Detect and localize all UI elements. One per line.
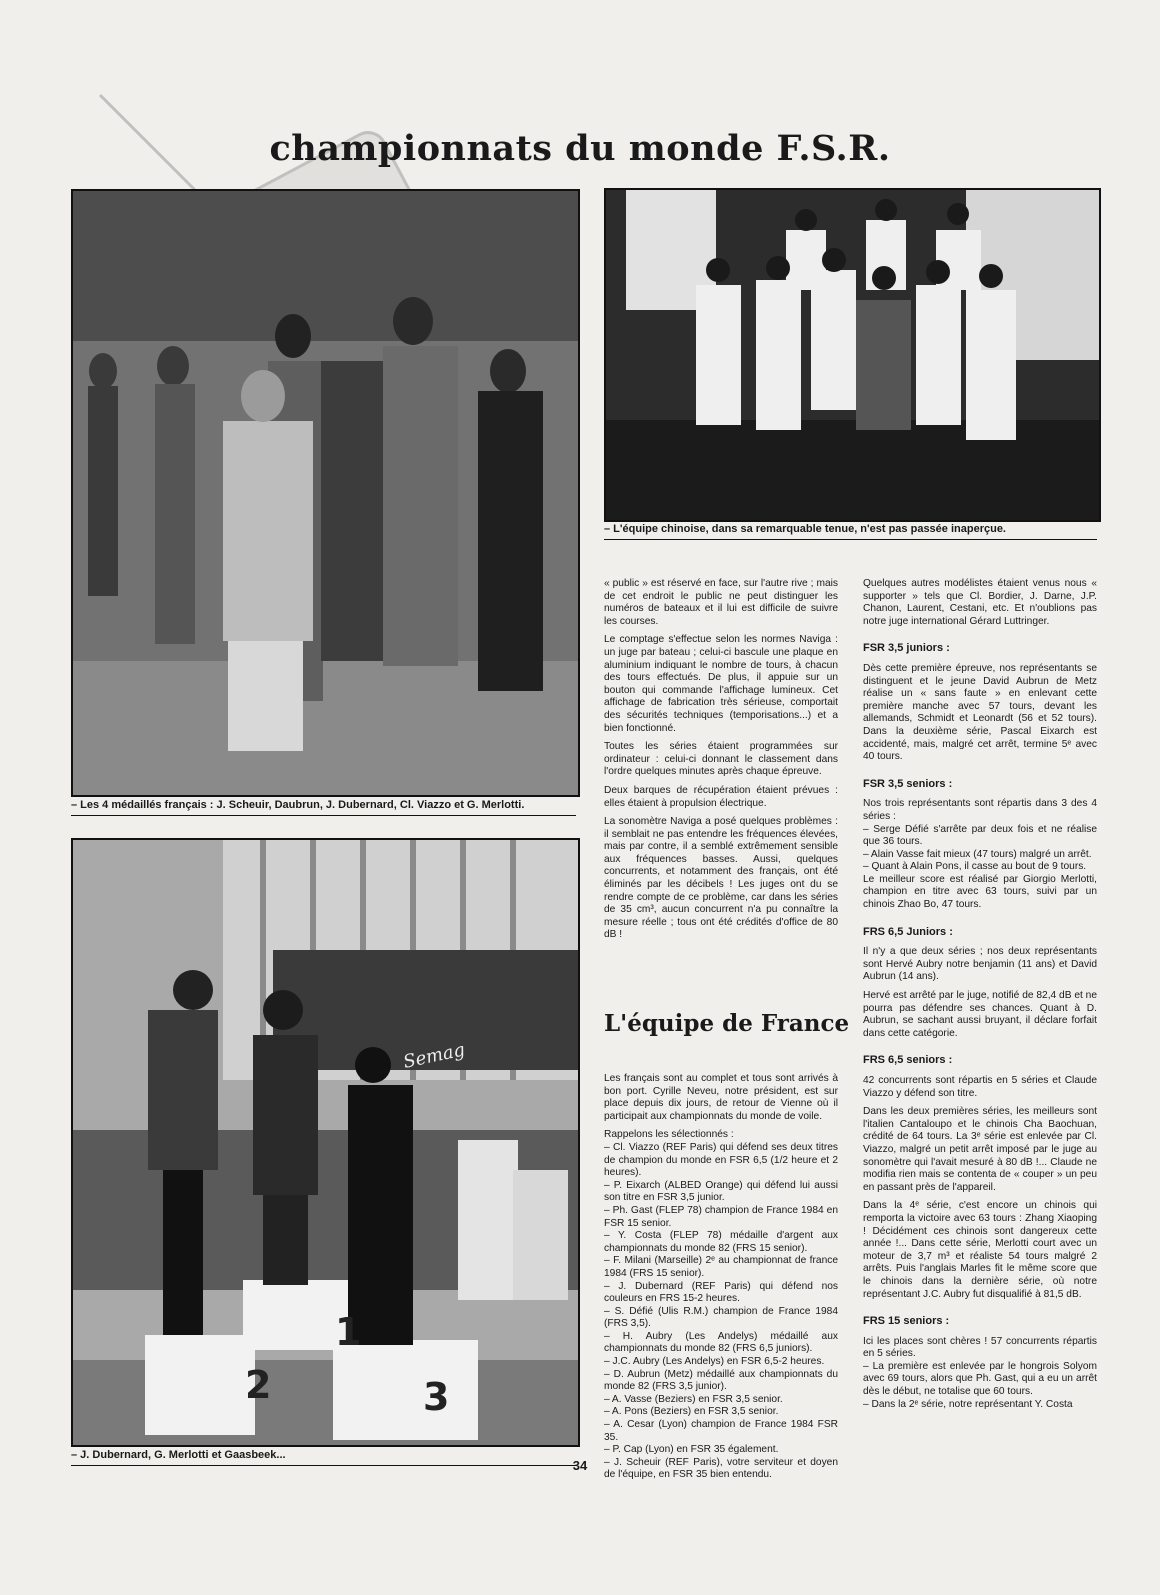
photo-podium (71, 838, 580, 1447)
list-item: – P. Cap (Lyon) en FSR 35 également. (604, 1444, 779, 1456)
section-title: L'équipe de France (604, 1010, 850, 1037)
list-item: – D. Aubrun (Metz) médaillé aux championnats du monde 82 (FRS 3,5 junior). (604, 1368, 838, 1393)
column-middle (604, 578, 838, 948)
paragraph: Le comptage s'effectue selon les normes Naviga : un juge par bateau ; celui-ci bascule une plaque en aluminium indiquant le nombre de tours, à chacun des tours effectués. De plus, il appuie sur un bouton qui commande l'affichage lumineux. Cet affichage de fabrication très sérieuse, comportait des sécurités techniques (temporisations...) et a bien fonctionné. (604, 634, 838, 734)
photo-medalists (71, 189, 580, 797)
store-sign: Semag (401, 1039, 467, 1073)
list-item: – S. Défié (Ulis R.M.) champion de France 1984 (FRS 3,5). (604, 1305, 838, 1330)
list-item: – Serge Défié s'arrête par deux fois et ne réalise que 36 tours. (863, 823, 1097, 848)
photo-chinese-team (604, 188, 1101, 522)
paragraph: 42 concurrents sont répartis en 5 séries et Claude Viazzo y défend son titre. (863, 1075, 1097, 1099)
paragraph: Dans la 4ᵉ série, c'est encore un chinois qui remporta la victoire avec 63 tours : Zhang Xiaoping ! Décidément ces chinois sont dangereux cette année !... Dans cette série, Merlotti court avec un moteur de 3,7 m³ et réaliste 54 tours malgré 2 arrêts. Puis l'anglais Marles fit le même score que le chinois dans la dernière série, où notre représentant J.C. Aubry fut disqualifié à 81,5 dB. (863, 1200, 1097, 1300)
list-item: – A. Cesar (Lyon) champion de France 1984 FSR 35. (604, 1419, 838, 1443)
list-item: – Alain Vasse fait mieux (47 tours) malgré un arrêt. (863, 848, 1092, 860)
heading-frs65-seniors: FRS 6,5 seniors : (863, 1054, 953, 1067)
paragraph: Hervé est arrêté par le juge, notifié de 82,4 dB et ne pourra pas défendre ses chances. Quant à D. Aubrun, se sachant aussi bruyant, il déclare forfait dans cette catégorie. (863, 990, 1097, 1039)
paragraph: Toutes les séries étaient programmées sur ordinateur : celui-ci donnant le classement dans l'ordre quelques minutes après chaque épreuve. (604, 741, 838, 778)
list-item: – Ph. Gast (FLEP 78) champion de France 1984 en FSR 15 senior. (604, 1204, 838, 1229)
column-right (863, 578, 1097, 1411)
paragraph: Dans les deux premières séries, les meilleurs sont l'italien Cantaloupo et le chinois Cha Baochuan, crédité de 64 tours. La 3ᵉ série est enlevée par Cl. Viazzo, malgré un petit arrêt imposé par le juge au sonomètre qui l'avait mesuré à 80 dB !... Claude ne modifia rien mais se contenta de « couper » un peu en passant près de l'appareil. (863, 1106, 1097, 1193)
page-number: 34 (572, 1458, 588, 1473)
column-middle-lower (604, 1073, 838, 1482)
list-item: – J. Scheuir (REF Paris), votre serviteur et doyen de l'équipe, en FSR 35 bien entendu. (604, 1456, 838, 1481)
list-item: – A. Pons (Beziers) en FSR 3,5 senior. (604, 1406, 779, 1418)
list-item: – J.C. Aubry (Les Andelys) en FSR 6,5-2 heures. (604, 1356, 825, 1368)
list-item: – H. Aubry (Les Andelys) médaillé aux championnats du monde 82 (FRS 6,5 juniors). (604, 1330, 838, 1355)
paragraph: Le meilleur score est réalisé par Giorgio Merlotti, champion en titre avec 63 tours, suivi par un chinois Zhao Bo, 47 tours. (863, 873, 1097, 911)
paragraph: Quelques autres modélistes étaient venus nous « supporter » tels que Cl. Bordier, J. Darne, J.P. Chanon, Laurent, Cestani, etc. Et n'oublions pas notre juge international Gérard Luttringer. (863, 578, 1097, 627)
paragraph: « public » est réservé en face, sur l'autre rive ; mais de cet endroit le public ne peut distinguer les numéros de bateaux et il lui est difficile de suivre les courses. (604, 578, 838, 627)
list-item: – P. Eixarch (ALBED Orange) qui défend lui aussi son titre en FSR 3,5 junior. (604, 1179, 838, 1204)
paragraph: Rappelons les sélectionnés : (604, 1129, 734, 1141)
podium-number-2: 2 (245, 1363, 272, 1407)
list-item: – La première est enlevée par le hongrois Solyom avec 69 tours, alors que Ph. Gast, qui a eu un arrêt dès le début, ne totalise que 60 tours. (863, 1360, 1097, 1398)
podium-number-3: 3 (423, 1375, 450, 1419)
caption-medalists: – Les 4 médaillés français : J. Scheuir, Daubrun, J. Dubernard, Cl. Viazzo et G. Merlotti. (71, 799, 576, 816)
heading-frs65-juniors: FRS 6,5 Juniors : (863, 925, 953, 938)
paragraph: Deux barques de récupération étaient prévues : elles étaient à propulsion électrique. (604, 784, 838, 809)
list-item: – A. Vasse (Beziers) en FSR 3,5 senior. (604, 1393, 783, 1405)
paragraph: La sonomètre Naviga a posé quelques problèmes : il semblait ne pas entendre les fréquences élevées, mais par contre, il a semblé extrêmement sensible aux fréquences basses. Aussi, quelques concurrents, et notamment des français, ont été éliminés par les décibels ! Les juges ont du se rendre compte de ce problème, car dans les séries de 35 cm³, aucun concurrent n'a pu connaître la mesure réelle ; tous ont été crédités d'office de 80 dB ! (604, 816, 838, 941)
list-item: – F. Milani (Marseille) 2ᵉ au championnat de france 1984 (FRS 15 senior). (604, 1255, 838, 1279)
list-item: – Y. Costa (FLEP 78) médaille d'argent aux championnats du monde 82 (FRS 15 senior). (604, 1230, 838, 1254)
paragraph: Dès cette première épreuve, nos représentants se distinguent et le jeune David Aubrun de Metz réalise un « sans faute » en enlevant cette première manche avec 57 tours, devant les allemands, Schmidt et Leonardt (56 et 52 tours). Dans la deuxième série, Pascal Eixarch est accidenté, mais, malgré cet arrêt, termine 5ᵉ avec 40 tours. (863, 662, 1097, 763)
page-title: championnats du monde F.S.R. (269, 128, 891, 169)
caption-podium: – J. Dubernard, G. Merlotti et Gaasbeek... (71, 1449, 576, 1466)
heading-fsr35-seniors: FSR 3,5 seniors : (863, 777, 953, 790)
list-item: – Cl. Viazzo (REF Paris) qui défend ses deux titres de champion du monde en FSR 6,5 (1/2 heure et 2 heures). (604, 1141, 838, 1179)
heading-frs15-seniors: FRS 15 seniors : (863, 1315, 950, 1328)
heading-fsr35-juniors: FSR 3,5 juniors : (863, 642, 950, 655)
podium-number-1: 1 (335, 1310, 362, 1354)
list-item: – J. Dubernard (REF Paris) qui défend nos couleurs en FRS 15-2 heures. (604, 1280, 838, 1305)
paragraph: Ici les places sont chères ! 57 concurrents répartis en 5 séries. (863, 1335, 1097, 1360)
paragraph: Les français sont au complet et tous sont arrivés à bon port. Cyrille Neveu, notre président, est sur place depuis dix jours, de retour de Vienne où il participait aux championnats du monde de voile. (604, 1073, 838, 1122)
paragraph: Nos trois représentants sont répartis dans 3 des 4 séries : (863, 798, 1097, 822)
caption-chinese-team: – L'équipe chinoise, dans sa remarquable tenue, n'est pas passée inaperçue. (604, 523, 1097, 540)
list-item: – Dans la 2ᵉ série, notre représentant Y. Costa (863, 1398, 1073, 1410)
paragraph: Il n'y a que deux séries ; nos deux représentants sont Hervé Aubry notre benjamin (11 ans) et David Aubrun (14 ans). (863, 946, 1097, 983)
list-item: – Quant à Alain Pons, il casse au bout de 9 tours. (863, 861, 1087, 873)
